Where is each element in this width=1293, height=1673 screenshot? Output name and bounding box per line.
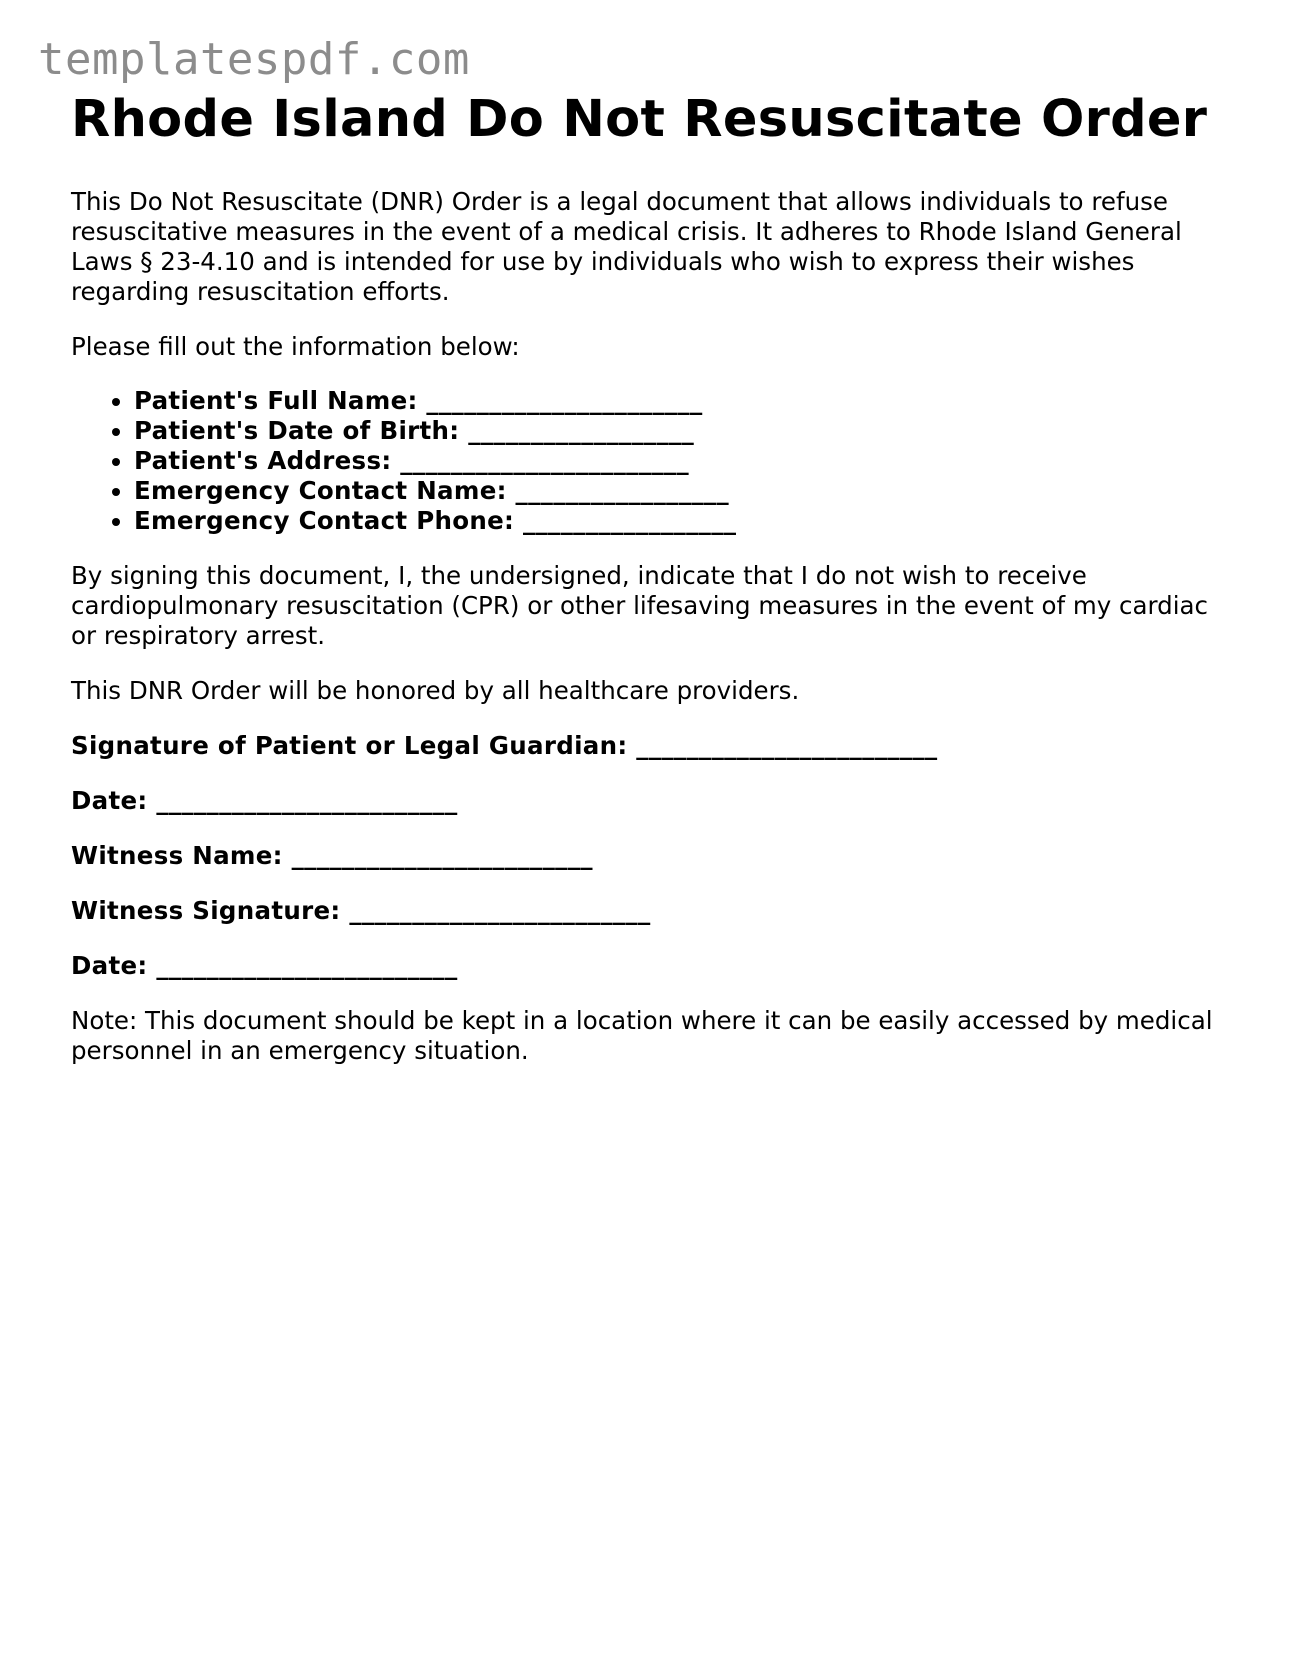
- field-patient-full-name[interactable]: • Patient's Full Name: ______________________: [134, 386, 1231, 416]
- field-patient-address[interactable]: • Patient's Address: _______________________: [134, 446, 1231, 476]
- field-emergency-contact-phone[interactable]: • Emergency Contact Phone: _________________: [134, 506, 1231, 536]
- witness-signature-field[interactable]: Witness Signature: ________________________: [71, 896, 651, 925]
- field-emergency-contact-name[interactable]: • Emergency Contact Name: _________________: [134, 476, 1231, 506]
- patient-signature-field[interactable]: Signature of Patient or Legal Guardian: ________________________: [71, 731, 938, 760]
- note-paragraph: Note: This document should be kept in a location where it can be easily accessed by medical personnel in an emergency situation.: [71, 1006, 1213, 1065]
- date-field-2[interactable]: Date: ________________________: [71, 951, 458, 980]
- field-patient-date-of-birth[interactable]: • Patient's Date of Birth: __________________: [134, 416, 1231, 446]
- consent-statement: By signing this document, I, the undersigned, indicate that I do not wish to receive cardiopulmonary resuscitation (CPR) or other lifesaving measures in the event of my cardiac or respiratory arrest.: [71, 561, 1208, 650]
- witness-name-field[interactable]: Witness Name: ________________________: [71, 841, 593, 870]
- intro-paragraph: This Do Not Resuscitate (DNR) Order is a legal document that allows individuals to refuse resuscitative measures in the event of a medical crisis. It adheres to Rhode Island General Laws § 23-4.10 and is intended for use by individuals who wish to express their wishes regarding resuscitation efforts.: [71, 187, 1182, 306]
- date-field-1[interactable]: Date: ________________________: [71, 786, 458, 815]
- document-body: [71, 90, 1231, 1066]
- fill-out-prompt: Please fill out the information below:: [71, 332, 520, 361]
- patient-info-list: [71, 386, 1231, 536]
- honored-statement: This DNR Order will be honored by all healthcare providers.: [71, 676, 800, 705]
- watermark: templatespdf.com: [38, 34, 470, 85]
- page-title: Rhode Island Do Not Resuscitate Order: [71, 90, 1208, 149]
